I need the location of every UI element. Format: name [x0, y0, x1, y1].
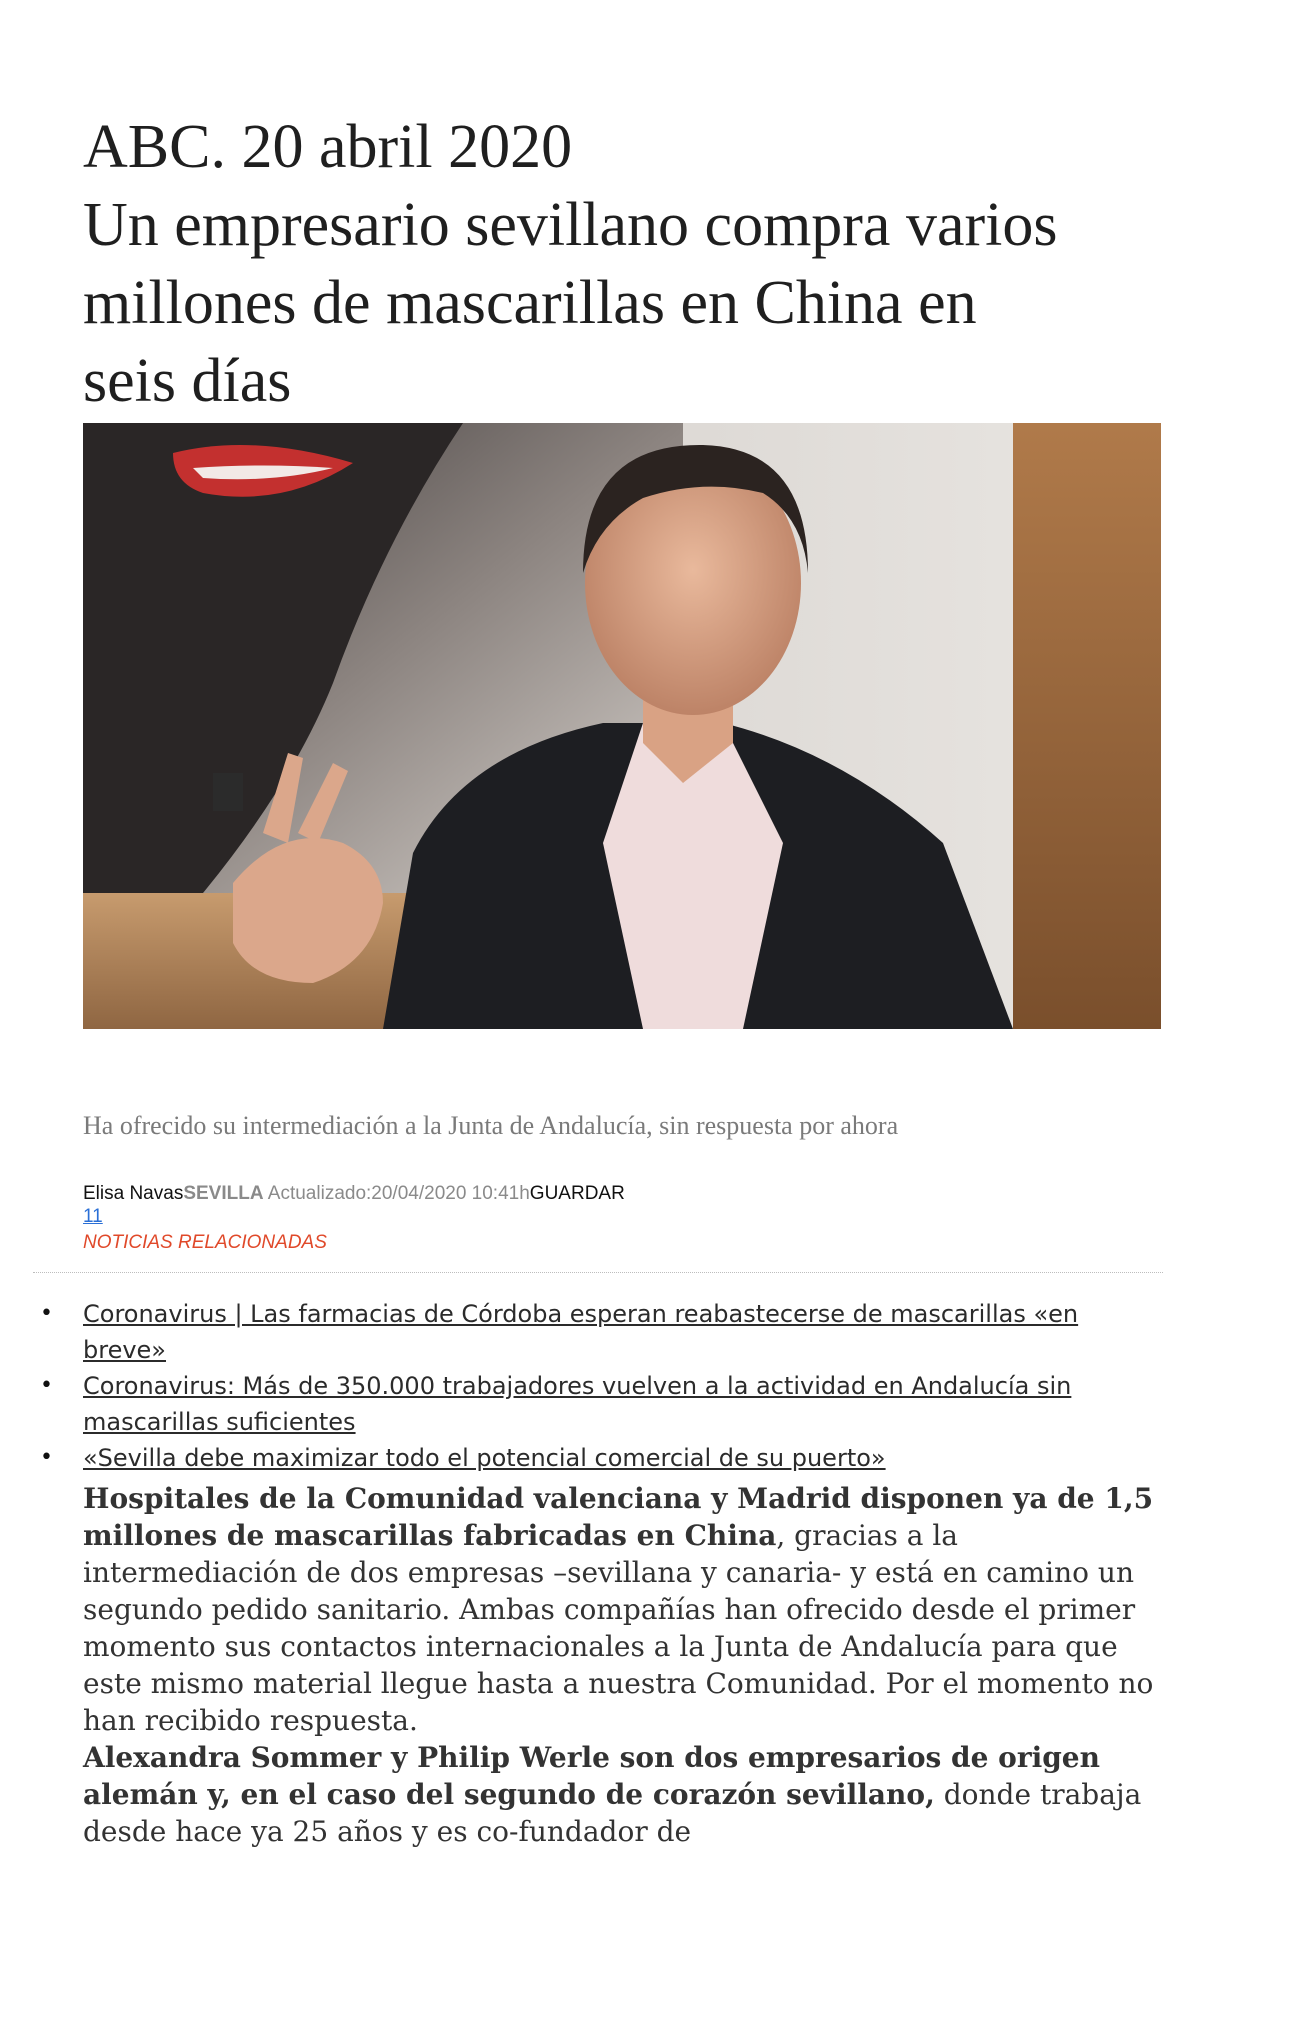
divider — [33, 1272, 1163, 1273]
bullet: • — [40, 1445, 53, 1470]
updated-timestamp: Actualizado:20/04/2020 10:41h — [263, 1183, 530, 1204]
list-item — [40, 1296, 1170, 1368]
related-news-title: NOTICIAS RELACIONADAS — [83, 1232, 327, 1253]
comments-count-link[interactable]: 11 — [83, 1206, 103, 1227]
paragraph-2 — [83, 1739, 1173, 1850]
list-item — [40, 1368, 1170, 1440]
source-date-line: ABC. 20 abril 2020 — [83, 113, 573, 181]
paragraph-1-text: , gracias a la intermediación de dos empresas –sevillana y canaria- y está en camino un segundo pedido sanitario. Ambas compañías han ofrecido desde el primer momento sus contactos internacionales a la Junta de Andalucía para que este mismo material llegue hasta a nuestra Comunidad. Por el momento no han recibido respuesta. — [83, 1519, 1154, 1737]
title-line-1: Un empresario sevillano compra varios — [83, 191, 1058, 259]
bullet: • — [40, 1301, 53, 1326]
paragraph-2-text: donde trabaja desde hace ya 25 años y es co-fundador de — [83, 1778, 1142, 1848]
title-line-2: millones de mascarillas en China en — [83, 269, 977, 337]
list-item — [40, 1440, 1170, 1476]
bullet: • — [40, 1373, 53, 1398]
article-photo — [83, 423, 1161, 1029]
headline — [83, 108, 1183, 420]
related-news-list — [40, 1296, 1170, 1476]
byline — [83, 1182, 625, 1205]
section-label[interactable]: SEVILLA — [183, 1183, 264, 1204]
save-button[interactable]: GUARDAR — [529, 1183, 625, 1204]
article-body — [83, 1480, 1173, 1850]
paragraph-2-lead: Alexandra Sommer y Philip Werle son dos empresarios de origen alemán y, en el caso del segundo de corazón sevillano, — [83, 1741, 1100, 1811]
paragraph-1 — [83, 1480, 1173, 1739]
related-link-3[interactable]: «Sevilla debe maximizar todo el potencial comercial de su puerto» — [83, 1444, 886, 1472]
title-line-3: seis días — [83, 347, 292, 415]
article-subtitle: Ha ofrecido su intermediación a la Junta de Andalucía, sin respuesta por ahora — [83, 1111, 899, 1140]
related-link-1[interactable]: Coronavirus | Las farmacias de Córdoba esperan reabastecerse de mascarillas «en breve» — [83, 1300, 1079, 1364]
author-name[interactable]: Elisa Navas — [83, 1183, 184, 1204]
related-link-2[interactable]: Coronavirus: Más de 350.000 trabajadores vuelven a la actividad en Andalucía sin mascarillas suficientes — [83, 1372, 1072, 1436]
paragraph-1-lead: Hospitales de la Comunidad valenciana y Madrid disponen ya de 1,5 millones de mascarillas fabricadas en China — [83, 1482, 1154, 1552]
